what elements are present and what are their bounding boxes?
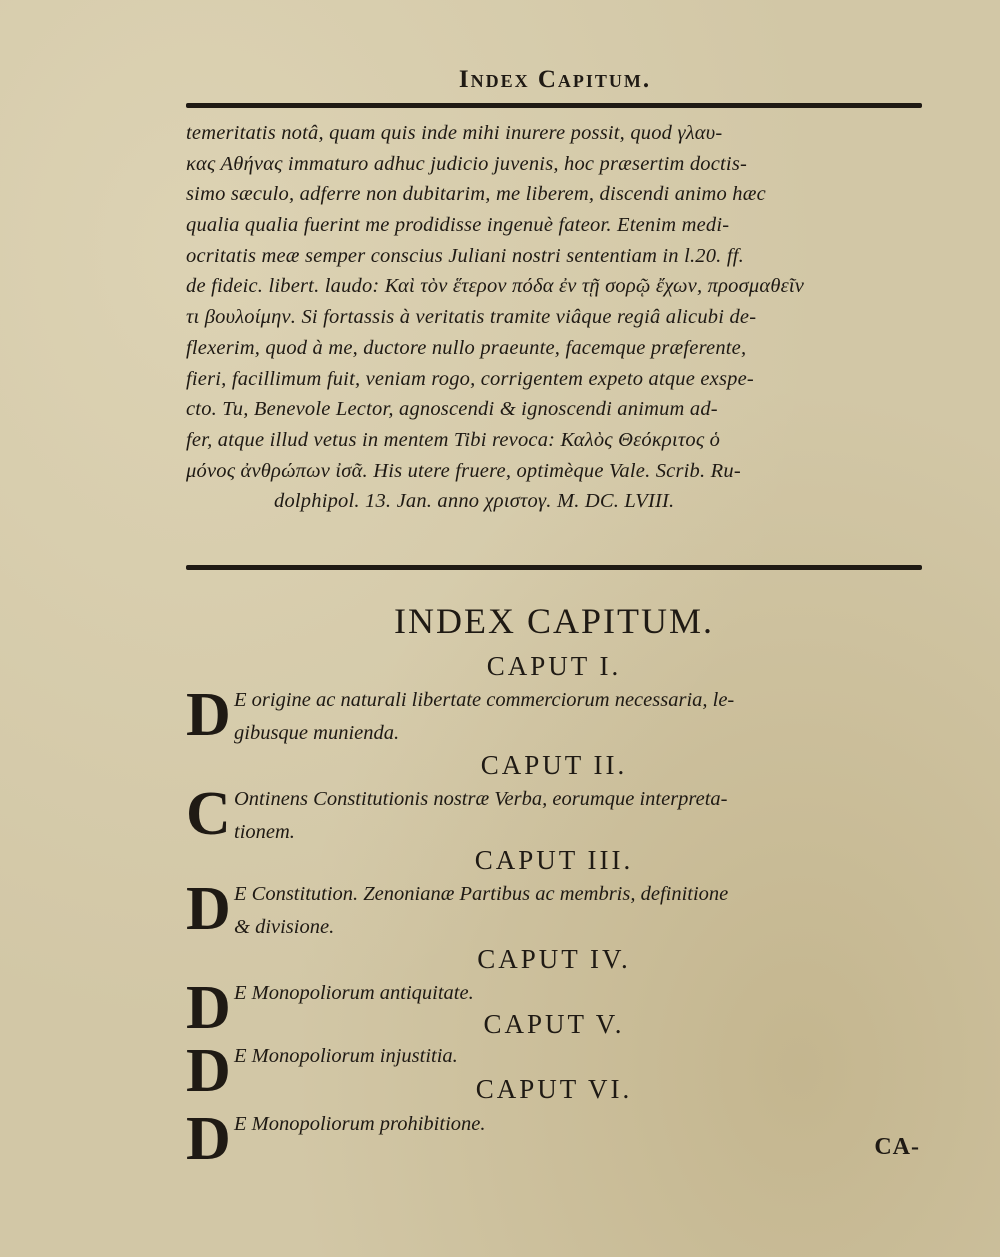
preface-line: dolphipol. 13. Jan. anno χριστογ. M. DC. LVIII.	[274, 490, 675, 513]
chapter-heading: CAPUT III.	[474, 845, 634, 875]
drop-cap: D	[186, 875, 231, 943]
chapter-description	[234, 783, 922, 849]
preface-line: cto. Tu, Benevole Lector, agnoscendi & ignoscendi animum ad-	[186, 398, 718, 421]
preface-line: ocritatis meæ semper conscius Juliani nostri sententiam in l.20. ff.	[186, 244, 744, 267]
description-line: tionem.	[234, 821, 295, 843]
description-line: & divisione.	[234, 916, 335, 938]
description-line: E Monopoliorum injustitia.	[234, 1045, 458, 1067]
drop-cap: C	[186, 780, 231, 848]
drop-cap: D	[186, 974, 231, 1042]
chapter-entry	[186, 681, 922, 750]
preface-line: μόνος ἀνθρώπων ἰσᾶ. His utere fruere, optimèque Vale. Scrib. Ru-	[186, 459, 741, 482]
chapter-entry	[186, 780, 922, 849]
chapter-description	[234, 1040, 922, 1073]
chapter-description	[234, 977, 922, 1010]
preface-line: temeritatis notâ, quam quis inde mihi inurere possit, quod γλαυ-	[186, 122, 723, 144]
chapter-heading: CAPUT V.	[483, 1009, 625, 1039]
preface-line: qualia qualia fuerint me prodidisse ingenuè fateor. Etenim medi-	[186, 214, 730, 237]
running-head: Index Capitum.	[458, 66, 652, 93]
chapter-heading: CAPUT I.	[486, 651, 622, 681]
index-title: INDEX CAPITUM.	[394, 601, 714, 641]
preface-text	[186, 118, 924, 517]
preface-line: τι βουλοίμην. Si fortassis à veritatis tramite viâque regiâ alicubi de-	[186, 306, 757, 329]
chapter-description	[234, 1108, 922, 1141]
drop-cap: D	[186, 1105, 231, 1173]
chapter-heading: CAPUT VI.	[475, 1074, 633, 1104]
section-rule	[186, 565, 922, 570]
description-line: E origine ac naturali libertate commerciorum necessaria, le-	[234, 689, 735, 711]
description-line: gibusque munienda.	[234, 722, 400, 744]
preface-line: de fideic. libert. laudo: Καὶ τὸν ἕτερον πόδα ἐν τῇ σορῷ ἔχων, προσμαθεῖν	[186, 275, 805, 298]
preface-line: fer, atque illud vetus in mentem Tibi revoca: Καλὸς Θεόκριτος ὁ	[186, 428, 721, 451]
description-line: Ontinens Constitutionis nostræ Verba, eorumque interpreta-	[234, 788, 728, 810]
preface-line: flexerim, quod à me, ductore nullo praeunte, facemque præferente,	[186, 336, 747, 359]
chapter-heading: CAPUT IV.	[477, 944, 631, 974]
chapter-description	[234, 684, 922, 750]
description-line: E Monopoliorum antiquitate.	[234, 982, 474, 1004]
preface-line: simo sæculo, adferre non dubitarim, me liberem, discendi animo hæc	[186, 183, 766, 206]
preface-line: fieri, facillimum fuit, veniam rogo, corrigentem expeto atque exspe-	[186, 367, 754, 390]
top-rule	[186, 103, 922, 108]
drop-cap: D	[186, 1037, 231, 1105]
chapter-heading: CAPUT II.	[480, 750, 628, 780]
chapter-description	[234, 878, 922, 944]
drop-cap: D	[186, 681, 231, 749]
chapter-entry	[186, 875, 922, 944]
catchword: CA-	[874, 1134, 920, 1160]
description-line: E Constitution. Zenonianæ Partibus ac membris, definitione	[234, 883, 729, 905]
description-line: E Monopoliorum prohibitione.	[234, 1113, 486, 1135]
preface-line: κας Αθήνας immaturo adhuc judicio juvenis, hoc præsertim doctis-	[186, 152, 748, 175]
